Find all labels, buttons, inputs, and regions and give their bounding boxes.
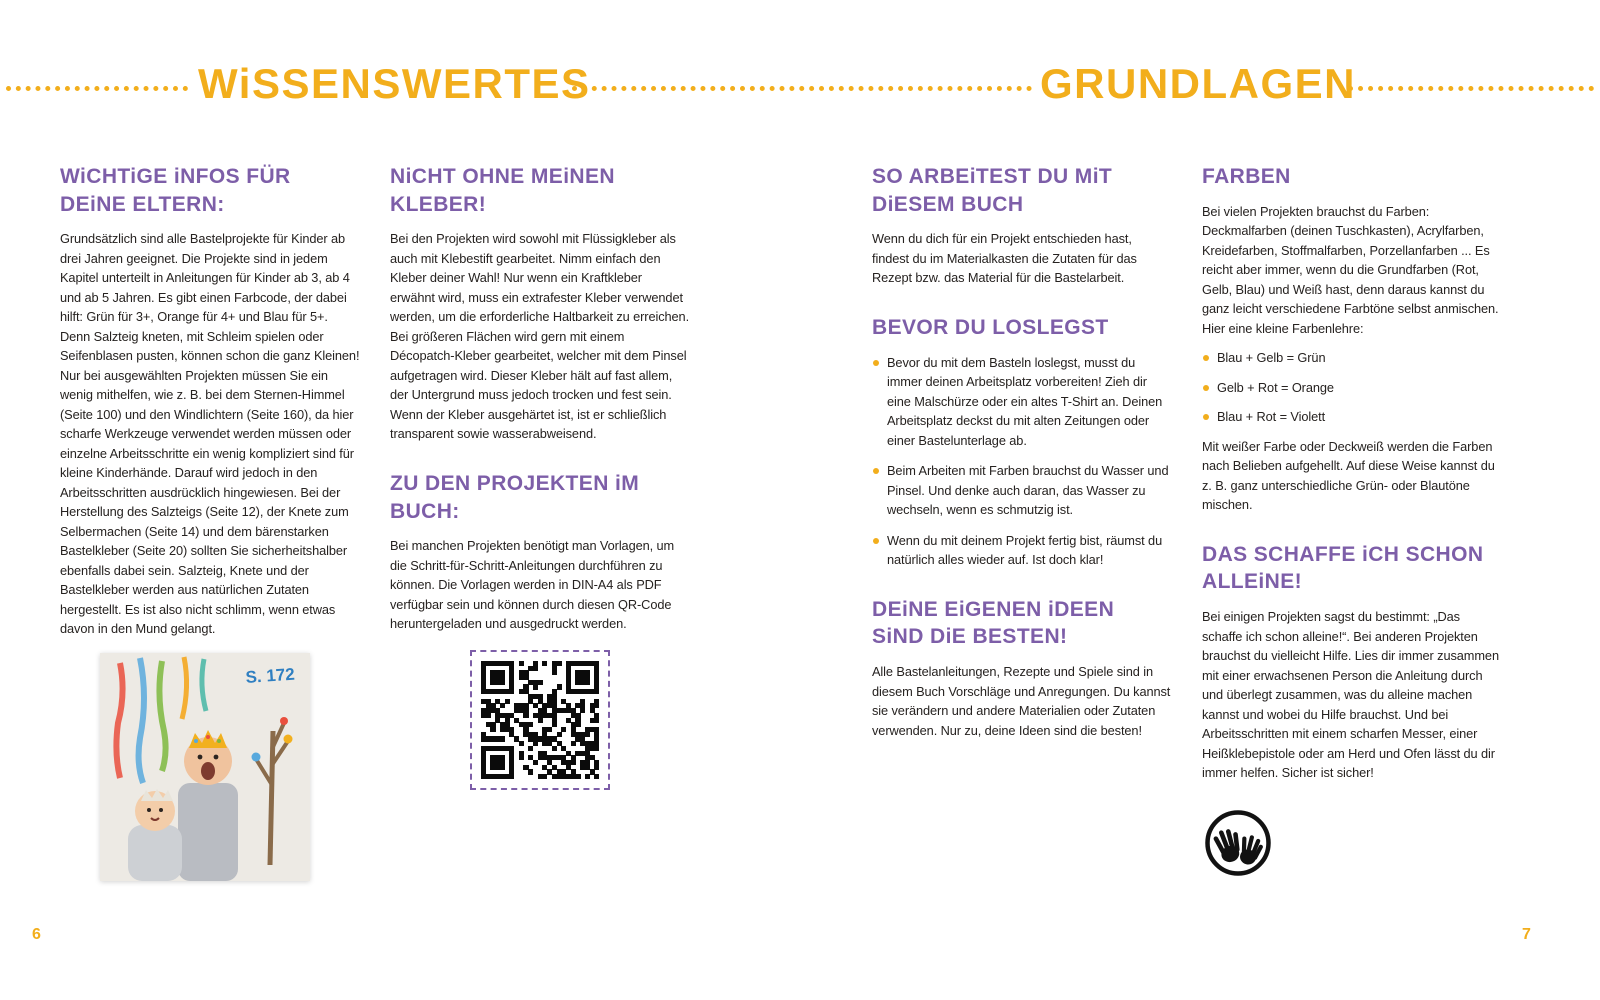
paragraph-colors-intro: Bei vielen Projekten brauchst du Farben: Deckmalfarben (deinen Tuschkasten), Acrylfarben, Kreidefarben, Stoffmalfarben, Porzellanfarben ... Es reicht aber immer, wenn du die Grundfarben (Rot, Gelb, Blau) und Weiß hast, denn daraus kannst du ganz leicht verschiedene Farbtöne selbst anmischen. Hier eine kleine Farbenlehre: xyxy=(1202,203,1499,336)
list-item: Wenn du mit deinem Projekt fertig bist, räumst du natürlich alles wieder auf. Ist doch klar! xyxy=(872,531,1172,570)
dotted-divider-right xyxy=(1348,86,1594,91)
heading-infos-fuer-eltern: WiCHTiGE iNFOS FÜR DEiNE ELTERN: xyxy=(60,165,291,216)
photo-illustration xyxy=(100,653,310,881)
heading-bevor-du-loslegst: BEVOR DU LOSLEGST xyxy=(872,315,1109,339)
paragraph-white-paint: Mit weißer Farbe oder Deckweiß werden die Farben nach Belieben aufgehellt. Auf diese Weise kannst du z. B. ganz unterschiedliche Grün- oder Blautöne mischen. xyxy=(1202,438,1495,513)
column-how-to-use xyxy=(872,163,1172,750)
before-start-list xyxy=(872,353,1172,570)
paragraph-glue: Bei den Projekten wird sowohl mit Flüssigkleber als auch mit Klebestift gearbeitet. Nimm einfach den Kleber deiner Wahl! Nur wenn ein Kraftkleber erwähnt wird, muss ein extrafester Kleber verwendet werden, um die erforderliche Haltbarkeit zu erreichen. Bei größeren Flächen wird gern mit einem Décopatch-Kleber gearbeitet, welcher mit dem Pinsel aufgetragen wird. Dieser Kleber hält auf fast allem, der Untergrund muss jedoch trocken und fest sein. Wenn der Kleber ausgehärtet ist, ist er schließlich transparent sowie wasserabweisend. xyxy=(390,231,690,442)
column-parents-info xyxy=(60,163,360,881)
dotted-divider-middle xyxy=(572,86,1032,91)
paragraph-parents-info: Grundsätzlich sind alle Bastelprojekte für Kinder ab drei Jahren geeignet. Die Projekte sind in jedem Kapitel unterteilt in Anleitungen für Kinder ab 3, ab 4 und ab 5 Jahren. Es gibt einen Farbcode, der dabei hilft: Grün für 3+, Orange für 4+ und Blau für 5+. Denn Salzteig kneten, mit Schleim spielen oder Seifenblasen pusten, können schon die ganz Kleinen! Nur bei ausgewählten Projekten müssen Sie ein wenig mithelfen, wie z. B. bei dem Sternen-Himmel (Seite 100) und den Windlichtern (Seite 160), da hier scharfe Werkzeuge verwendet werden müssen oder einzelne Arbeitsschritte ein wenig kompliziert sind für kleine Kinderhände. Darauf wird jedoch in den Arbeitsschritten ausdrücklich hingewiesen. Bei der Herstellung des Salzteigs (Seite 12), der Knete zum Selbermachen (Seite 14) und dem bärenstarken Bastelkleber (Seite 20) sollten Sie sicherheitshalber ebenfalls dabei sein. Salzteig, Knete und der Bastelkleber werden aus natürlichen Zutaten hergestellt. Es ist also nicht schlimm, wenn etwas davon in den Mund gelangt. xyxy=(60,231,360,637)
helping-hands-icon xyxy=(1202,807,1274,879)
list-item: Blau + Gelb = Grün xyxy=(1202,348,1502,368)
qr-code xyxy=(481,661,599,779)
paragraph-projects: Bei manchen Projekten benötigt man Vorlagen, um die Schritt-für-Schritt-Anleitungen durchführen zu können. Die Vorlagen werden in DIN-A4 als PDF verfügbar sein und können durch diesen QR-Code heruntergeladen und ausgedruckt werden. xyxy=(390,538,675,632)
qr-code-frame xyxy=(470,650,610,790)
right-page-title: GRUNDLAGEN xyxy=(1040,60,1356,107)
heading-nicht-ohne-kleber: NiCHT OHNE MEiNEN KLEBER! xyxy=(390,165,615,216)
heading-das-schaffe-ich: DAS SCHAFFE iCH SCHON ALLEiNE! xyxy=(1202,542,1484,594)
list-item: Beim Arbeiten mit Farben brauchst du Wasser und Pinsel. Und denke auch daran, das Wasser zu wechseln, wenn es schmutzig ist. xyxy=(872,461,1172,520)
paragraph-how-to-use: Wenn du dich für ein Projekt entschieden hast, findest du im Materialkasten die Zutaten für das Rezept bzw. das Material für die Bastelarbeit. xyxy=(872,231,1137,286)
heading-eigene-ideen: DEiNE EiGENEN iDEEN SiND DiE BESTEN! xyxy=(872,597,1115,649)
column-colors xyxy=(1202,163,1502,884)
paragraph-do-alone: Bei einigen Projekten sagst du bestimmt: „Das schaffe ich schon alleine!“. Bei anderen Projekten brauchst du vielleicht Hilfe. Lies dir immer zusammen mit einer erwachsenen Person die Anleitung durch und überlegt zusammen, was du alleine machen kannst und wobei du Hilfe brauchst. Und bei Arbeitsschritten mit einem scharfen Messer, einer Heißklebepistole oder am Herd und Ofen lässt du dir immer helfen. Sicher ist sicher! xyxy=(1202,609,1499,781)
list-item: Blau + Rot = Violett xyxy=(1202,407,1502,427)
page-number-left: 6 xyxy=(32,926,41,943)
list-item: Gelb + Rot = Orange xyxy=(1202,378,1502,398)
paragraph-own-ideas: Alle Bastelanleitungen, Rezepte und Spiele sind in diesem Buch Vorschläge und Anregungen. Du kannst sie verändern und andere Materialien oder Zutaten verwenden. Nur zu, deine Ideen sind die besten! xyxy=(872,664,1171,738)
list-item: Bevor du mit dem Basteln loslegst, musst du immer deinen Arbeitsplatz vorbereiten! Zieh dir eine Malschürze oder ein altes T-Shirt an. Deinen Arbeitsplatz deckst du mit alten Zeitungen oder einer Bastelunterlage ab. xyxy=(872,353,1172,451)
page-number-right: 7 xyxy=(1522,926,1531,943)
left-page-title: WiSSENSWERTES xyxy=(198,60,591,107)
color-mix-list xyxy=(1202,348,1502,427)
heading-so-arbeitest-du: SO ARBEiTEST DU MiT DiESEM BUCH xyxy=(872,165,1113,216)
photo-page-ref: S. 172 xyxy=(244,664,296,687)
heading-zu-den-projekten: ZU DEN PROJEKTEN iM BUCH: xyxy=(390,471,640,523)
dotted-divider-left xyxy=(6,86,188,91)
heading-farben: FARBEN xyxy=(1202,165,1291,188)
column-glue-projects xyxy=(390,163,690,790)
children-craft-photo xyxy=(100,653,310,881)
